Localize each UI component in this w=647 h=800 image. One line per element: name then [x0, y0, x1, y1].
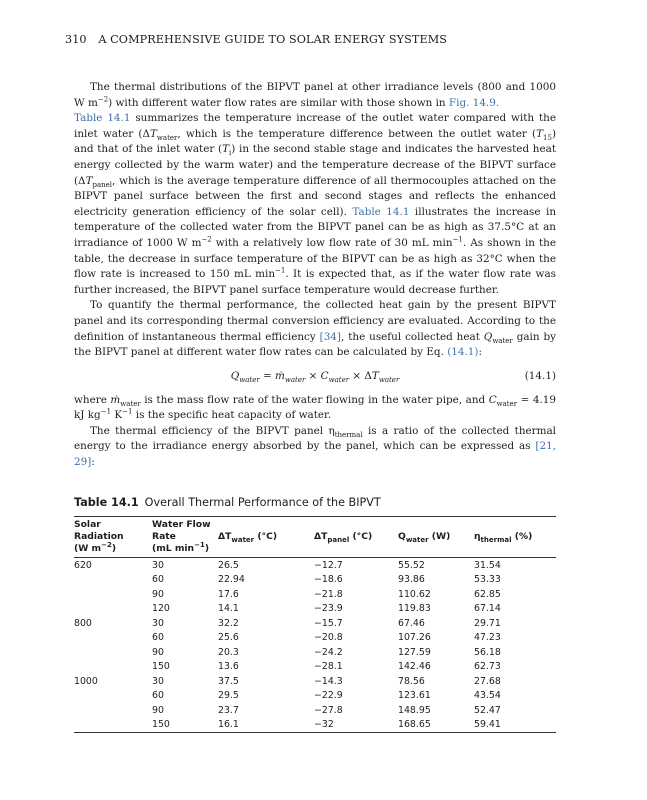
text: (mL min [152, 543, 195, 554]
table-cell: 20.3 [218, 646, 239, 658]
text: Q [398, 531, 406, 542]
var: T [85, 174, 93, 187]
sub: 15 [543, 133, 552, 142]
table-cell: −18.6 [314, 574, 343, 586]
table-cell: 23.7 [218, 704, 239, 716]
table-cell: 1000 [74, 675, 98, 687]
text: ) and that of the inlet water ( [74, 127, 556, 156]
table-cell [74, 645, 152, 660]
text: The thermal distributions of the BIPVT panel at other irradiance levels (800 and 1000 W m [74, 81, 556, 109]
var: T [149, 127, 157, 140]
text: , which is the average temperature difference of all thermocouples attached on the BIPVT panel surface between the first and second stages and reflects the enhanced electricity generation efficiency of the solar cell). [74, 174, 556, 218]
table-row [74, 573, 556, 588]
table-cell: 43.54 [474, 690, 501, 702]
table-cell: 37.5 [218, 675, 239, 687]
paragraph-4 [74, 424, 556, 471]
text: is the specific heat capacity of water. [132, 409, 332, 422]
table-cell: 90 [152, 704, 164, 716]
equation-expression [74, 369, 556, 385]
text: ΔT [314, 531, 328, 542]
text: (%) [511, 531, 533, 542]
sub: thermal [334, 430, 363, 439]
table-row [74, 689, 556, 704]
text: is the mass flow rate of the water flowing in the water pipe, and [140, 393, 489, 406]
var: C [320, 369, 329, 382]
running-title: A COMPREHENSIVE GUIDE TO SOLAR ENERGY SYSTEMS [98, 33, 448, 46]
paragraph-2 [74, 298, 556, 360]
sup: −1 [275, 266, 286, 275]
table-caption [74, 496, 556, 509]
sub: panel [327, 535, 350, 544]
table-cell: −24.2 [314, 646, 343, 658]
table-cell: 150 [152, 661, 170, 673]
text: : [91, 456, 95, 469]
var: Q [483, 330, 493, 343]
table-cell [74, 573, 152, 588]
table-cell: 47.23 [474, 632, 501, 644]
var: T [536, 127, 544, 140]
text: (°C) [254, 531, 278, 542]
text: ΔT [218, 531, 232, 542]
text: K [111, 409, 123, 422]
text: : [478, 346, 482, 359]
table-cell: 30 [152, 559, 164, 571]
table-cell: 800 [74, 617, 92, 629]
var: ṁ [275, 369, 285, 382]
table-cell: 60 [152, 632, 164, 644]
sub: water [405, 535, 429, 544]
table-header-row [74, 517, 556, 558]
text: is a ratio of the collected thermal energy to the irradiance energy absorbed by the panel, which can be expressed as [74, 424, 557, 453]
table-cell: 29.5 [218, 690, 239, 702]
citation-link[interactable]: [21, 29] [74, 440, 556, 469]
table-cell [74, 660, 152, 675]
table-cell [74, 689, 152, 704]
col-q-water [398, 517, 474, 558]
table-14-1 [74, 496, 556, 733]
table-cell: 78.56 [398, 675, 425, 687]
table-cell: 30 [152, 617, 164, 629]
table-cell [74, 718, 152, 733]
body-text [74, 80, 556, 471]
text: ) [111, 543, 117, 554]
table-cell: 32.2 [218, 617, 239, 629]
sup: −1 [452, 235, 463, 244]
table-cell: 107.26 [398, 632, 431, 644]
table-cell: 16.1 [218, 719, 239, 731]
op: = [259, 369, 275, 382]
figure-ref-link[interactable]: Fig. 14.9. [448, 96, 500, 109]
table-cell: −23.9 [314, 603, 343, 615]
table-cell: 56.18 [474, 646, 501, 658]
text: ) [204, 543, 210, 554]
table-cell: 27.68 [474, 675, 501, 687]
text: The thermal efficiency of the BIPVT panel η [90, 424, 335, 437]
text: (W) [428, 531, 451, 542]
table-cell [74, 602, 152, 617]
table-cell: 22.94 [218, 574, 245, 586]
table-row [74, 558, 556, 573]
table-cell: 620 [74, 559, 92, 571]
table-row [74, 674, 556, 689]
table-cell: −28.1 [314, 661, 343, 673]
table-row [74, 616, 556, 631]
table-row [74, 645, 556, 660]
text: . It is expected that, as if the water flow rate was further increased, the BIPVT panel surface temperature would decrease further. [74, 268, 556, 296]
table-cell: 60 [152, 690, 164, 702]
table-row [74, 587, 556, 602]
table-cell: −21.8 [314, 588, 343, 600]
table-row [74, 718, 556, 733]
table-cell: 53.33 [474, 574, 501, 586]
sup: −2 [101, 540, 112, 549]
text: , the useful collected heat [340, 330, 484, 343]
sub: water [496, 399, 518, 408]
sub: i [229, 149, 232, 158]
table-cell: 30 [152, 675, 164, 687]
col-delta-t-panel [314, 517, 398, 558]
table-cell [74, 631, 152, 646]
table-cell: 17.6 [218, 588, 239, 600]
table-cell: −12.7 [314, 559, 343, 571]
sub: water [328, 375, 350, 384]
table-cell: 14.1 [218, 603, 239, 615]
table-cell: 52.47 [474, 704, 501, 716]
sup: −1 [122, 407, 133, 416]
var: T [371, 369, 379, 382]
text: ) in the second stable stage and indicates the harvested heat energy collected by the warm water) and the temperature decrease of the BIPVT surface (Δ [74, 143, 556, 187]
var: Q [230, 369, 240, 382]
table-cell: 142.46 [398, 661, 431, 673]
table-cell [74, 587, 152, 602]
table-label: Table 14.1 [74, 496, 139, 509]
equation-14-1 [74, 365, 556, 391]
sup: −1 [194, 540, 205, 549]
table-ref-link[interactable]: Table 14.1 [352, 205, 410, 218]
table-body [74, 558, 556, 733]
col-eta-thermal [474, 517, 556, 558]
op: × [305, 369, 321, 382]
table-cell: 31.54 [474, 559, 501, 571]
table-cell [74, 703, 152, 718]
text: Solar Radiation [74, 519, 124, 542]
table-cell: 25.6 [218, 632, 239, 644]
table-cell: 29.71 [474, 617, 501, 629]
table-cell: 67.14 [474, 603, 501, 615]
var: ṁ [110, 393, 121, 406]
table-cell: −27.8 [314, 704, 343, 716]
table-cell: 13.6 [218, 661, 239, 673]
table-row [74, 602, 556, 617]
sup: −1 [100, 407, 112, 416]
table-cell: 150 [152, 719, 170, 731]
equation-ref-link[interactable]: (14.1) [447, 346, 479, 359]
table-cell: 119.83 [398, 603, 431, 615]
text: ) with different water flow rates are similar with those shown in [108, 96, 449, 109]
text: = 4.19 kJ kg [74, 393, 556, 422]
sup: −2 [201, 235, 212, 244]
table-cell: −32 [314, 719, 334, 731]
table-cell: 120 [152, 603, 170, 615]
table-cell: 55.52 [398, 559, 425, 571]
text: η [474, 531, 481, 542]
var: T [222, 143, 230, 156]
table-cell: 127.59 [398, 646, 431, 658]
text: summarizes the temperature increase of the outlet water compared with the inlet water (Δ [74, 112, 556, 140]
sub: water [284, 375, 306, 384]
citation-link[interactable]: [34] [319, 330, 341, 343]
text: (°C) [349, 531, 373, 542]
text: (W m [74, 543, 102, 554]
table-ref-link[interactable]: Table 14.1 [74, 112, 131, 125]
table-cell: 148.95 [398, 704, 431, 716]
table-cell: 90 [152, 588, 164, 600]
var: C [488, 393, 497, 406]
paragraph-1 [74, 80, 556, 298]
paragraph-3 [74, 393, 556, 424]
table-row [74, 660, 556, 675]
table-cell: −14.3 [314, 675, 343, 687]
text: where [74, 393, 111, 406]
table-cell: −22.9 [314, 690, 343, 702]
text: illustrates the increase in temperature of the collected water from the BIPVT panel can be as high as 37.5°C at an irradiance of 1000 W m [74, 205, 557, 249]
sub: water [378, 375, 400, 384]
text: To quantify the thermal performance, the collected heat gain by the present BIPVT panel and its corresponding thermal conversion efficiency are evaluated. According to the definition of instantaneous thermal efficiency [74, 299, 556, 343]
sub: water [231, 535, 255, 544]
table-row [74, 703, 556, 718]
sub: water [239, 375, 260, 384]
text: , which is the temperature difference between the outlet water ( [177, 127, 537, 140]
table-row [74, 631, 556, 646]
data-table [74, 516, 556, 733]
running-header [65, 33, 447, 46]
op: × Δ [349, 369, 372, 382]
table-cell: 67.46 [398, 617, 425, 629]
table-cell: −20.8 [314, 632, 343, 644]
table-cell: 26.5 [218, 559, 239, 571]
sup: −2 [97, 95, 109, 104]
table-title: Overall Thermal Performance of the BIPVT [144, 496, 381, 509]
text: Water Flow Rate [152, 519, 211, 542]
col-solar-radiation [74, 517, 152, 558]
equation-number: (14.1) [524, 369, 556, 382]
table-cell: 90 [152, 646, 164, 658]
table-cell: −15.7 [314, 617, 343, 629]
table-cell: 62.73 [474, 661, 501, 673]
table-cell: 62.85 [474, 588, 501, 600]
table-cell: 93.86 [398, 574, 425, 586]
col-flow-rate [152, 517, 218, 558]
col-delta-t-water [218, 517, 314, 558]
sub: thermal [480, 535, 512, 544]
table-cell: 60 [152, 574, 164, 586]
text: . As shown in the table, the decrease in surface temperature of the BIPVT can be as high as 32°C when the flow rate is increased to 150 mL min [74, 236, 557, 281]
sub: water [492, 336, 513, 345]
text: gain by the BIPVT panel at different water flow rates can be calculated by Eq. [74, 330, 556, 359]
page-number: 310 [65, 33, 87, 46]
sub: panel [92, 180, 113, 189]
sub: water [120, 399, 141, 408]
table-cell: 168.65 [398, 719, 431, 731]
sub: water [156, 133, 178, 142]
table-cell: 59.41 [474, 719, 501, 731]
table-cell: 123.61 [398, 690, 431, 702]
text: with a relatively low flow rate of 30 mL min [211, 236, 453, 249]
table-cell: 110.62 [398, 588, 431, 600]
